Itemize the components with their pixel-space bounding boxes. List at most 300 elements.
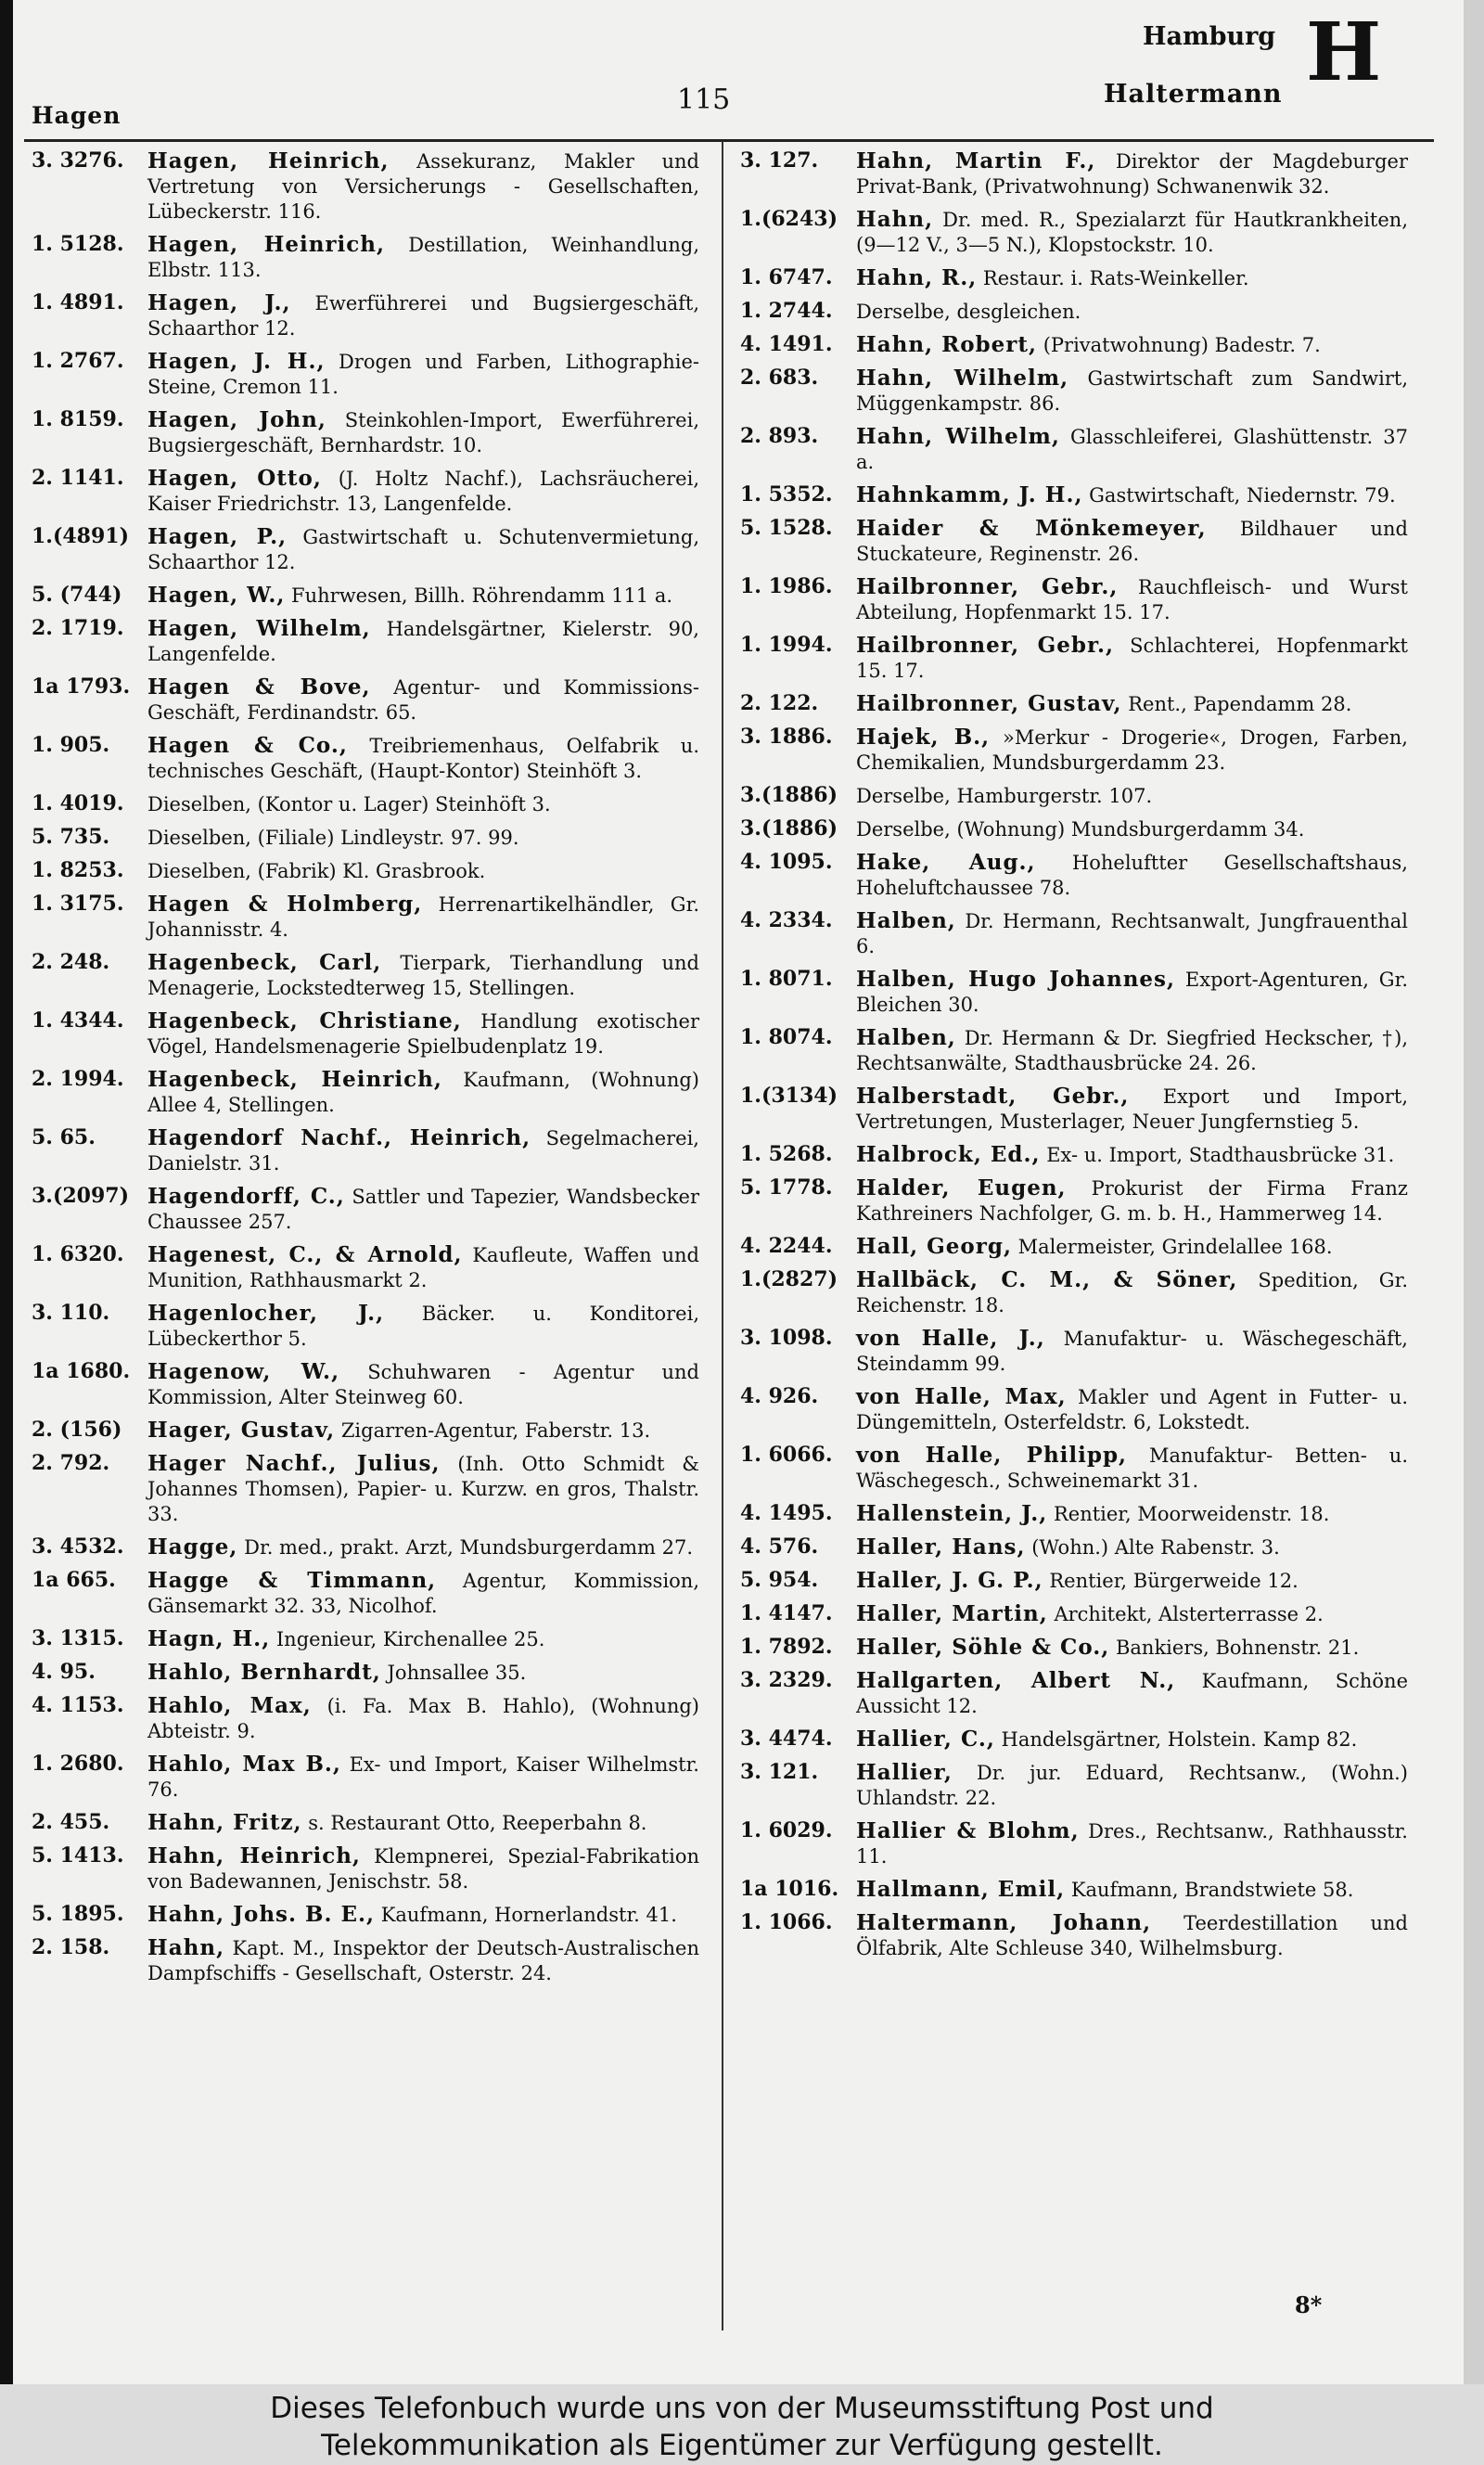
entry-details: Dres., Rechtsanw., Rathhausstr. 11. [856,1820,1408,1868]
entry-details: Derselbe, desgleichen. [856,301,1081,323]
header-rule [24,139,1434,142]
directory-entry [740,148,1408,199]
entry-text [856,1267,1408,1318]
directory-entry [32,1008,699,1059]
directory-entry [32,1568,699,1619]
phone-number: 5. 1895. [32,1902,124,1926]
entry-name: Hahlo, Max B., [147,1752,341,1777]
entry-details: Schlachterei, Hopfenmarkt 15. 17. [856,635,1408,682]
entry-name: Hallmann, Emil, [856,1877,1066,1902]
phone-number: 5. (744) [32,583,122,607]
entry-name: Hagen, Heinrich, [147,232,386,257]
entry-name: Hailbronner, Gebr., [856,574,1119,599]
header-right-keyword: Haltermann [1104,80,1283,109]
directory-entry [32,892,699,943]
entry-text [147,616,699,667]
directory-entry [740,1384,1408,1435]
entry-text [856,850,1408,901]
phone-number: 1.(4891) [32,524,130,548]
phone-number: 1a 1016. [740,1877,839,1901]
entry-text [856,908,1408,959]
entry-name: Hagen, W., [147,583,286,608]
entry-text [147,1184,699,1235]
entry-text [856,1818,1408,1869]
phone-number: 1. 4019. [32,791,124,815]
entry-name: Hagenest, C., & Arnold, [147,1242,463,1267]
entry-details: (Privatwohnung) Badestr. 7. [1043,334,1321,356]
directory-entry [32,733,699,784]
entry-details: (J. Holtz Nachf.), Lachsräucherei, Kaiser Friedrichstr. 13, Langenfelde. [147,468,700,515]
entry-name: Hagen, Wilhelm, [147,616,371,641]
entry-text [147,148,699,225]
directory-entry [740,1601,1408,1627]
entry-details: Dr. Hermann, Rechtsanwalt, Jungfrauenthal 6. [856,910,1408,957]
phone-number: 2. 1719. [32,616,124,640]
phone-number: 3. 127. [740,148,819,173]
entry-details: Prokurist der Firma Franz Kathreiners Nachfolger, G. m. b. H., Hammerweg 14. [856,1177,1408,1225]
entry-text [147,674,699,725]
directory-entry [740,1635,1408,1661]
phone-number: 2. 792. [32,1451,110,1475]
entry-name: Hall, Georg, [856,1234,1012,1259]
directory-entry [32,407,699,458]
entry-details: Gastwirtschaft zum Sandwirt, Müggenkampstr. 86. [856,367,1408,415]
entry-details: Architekt, Alsterterrasse 2. [1054,1603,1324,1625]
directory-entry [32,1935,699,1986]
entry-details: Rentier, Moorweidenstr. 18. [1053,1503,1330,1525]
entry-text [147,1568,699,1619]
entry-details: Dr. med. R., Spezialarzt für Hautkrankheiten, (9—12 V., 3—5 N.), Klopstockstr. 10. [856,209,1408,256]
directory-entry [740,1501,1408,1527]
entry-text [147,349,699,400]
entry-text [147,290,699,341]
directory-entry [32,1810,699,1836]
entry-details: Rent., Papendamm 28. [1128,693,1352,715]
entry-details: Manufaktur- Betten- u. Wäschegesch., Schweinemarkt 31. [856,1444,1408,1492]
entry-name: von Halle, J., [856,1326,1045,1351]
phone-number: 1. 3175. [32,892,124,916]
header-city: Hamburg [1143,22,1276,51]
phone-number: 1. 4147. [740,1601,833,1625]
copyright-banner [0,2384,1484,2465]
entry-text [856,1635,1408,1661]
entry-details: Segelmacherei, Danielstr. 31. [147,1127,699,1175]
left-column [32,148,699,1994]
phone-number: 2. 1141. [32,466,124,490]
entry-details: Kaufmann, (Wohnung) Allee 4, Stellingen. [147,1069,699,1116]
entry-text [856,691,1408,717]
directory-entry [32,232,699,283]
directory-entry [740,1326,1408,1377]
entry-details: Dieselben, (Kontor u. Lager) Steinhöft 3. [147,793,551,815]
entry-text [856,1326,1408,1377]
entry-details: (i. Fa. Max B. Hahlo), (Wohnung) Abteistr. 9. [147,1695,700,1742]
entry-text [856,1668,1408,1719]
entry-details: Fuhrwesen, Billh. Röhrendamm 111 a. [291,584,673,607]
phone-number: 1.(6243) [740,207,838,231]
entry-text [147,1752,699,1803]
entry-text [147,733,699,784]
entry-details: Dieselben, (Filiale) Lindleystr. 97. 99. [147,827,519,849]
phone-number: 3. 4532. [32,1534,124,1559]
entry-text [856,1568,1408,1594]
directory-entry [32,616,699,667]
entry-text [856,1084,1408,1135]
entry-details: Assekuranz, Makler und Vertretung von Versicherungs - Gesellschaften, Lübeckerstr. 116. [147,150,699,223]
directory-entry [740,207,1408,258]
entry-text [147,466,699,517]
directory-entry [740,967,1408,1018]
phone-number: 3. 110. [32,1301,110,1325]
entry-name: Halben, [856,908,956,933]
entry-name: Hahn, Wilhelm, [856,424,1060,449]
directory-entry [740,1760,1408,1811]
entry-name: Hahlo, Bernhardt, [147,1660,381,1685]
entry-details: Restaur. i. Rats-Weinkeller. [982,267,1249,289]
entry-name: Hahn, Robert, [856,332,1038,357]
entry-text [856,207,1408,258]
entry-details: Destillation, Weinhandlung, Elbstr. 113. [147,234,699,281]
phone-number: 3. 3276. [32,148,124,173]
entry-text [147,1418,699,1444]
directory-entry [32,1359,699,1410]
phone-number: 2. 1994. [32,1067,124,1091]
entry-name: Hahn, [147,1935,225,1960]
phone-number: 1. 1986. [740,574,833,598]
directory-entry [32,1902,699,1928]
directory-entry [32,148,699,225]
phone-number: 2. 893. [740,424,819,448]
phone-number: 1. 1066. [740,1910,833,1934]
directory-entry [740,1668,1408,1719]
right-column [740,148,1408,1969]
directory-entry [32,1693,699,1744]
entry-text [147,1693,699,1744]
phone-number: 3. 1315. [32,1626,124,1650]
entry-name: Hallgarten, Albert N., [856,1668,1176,1693]
entry-text [147,1626,699,1652]
entry-text [147,1067,699,1118]
directory-entry [740,574,1408,625]
directory-entry [32,1301,699,1352]
entry-text [147,1451,699,1527]
entry-text [147,1810,699,1836]
directory-entry [32,524,699,575]
phone-number: 3.(2097) [32,1184,130,1208]
entry-text [147,1902,699,1928]
directory-entry [740,1234,1408,1260]
entry-name: Halberstadt, Gebr., [856,1084,1130,1109]
directory-entry [740,1568,1408,1594]
entry-details: Ewerführerei und Bugsiergeschäft, Schaarthor 12. [147,292,699,340]
directory-entry [740,1910,1408,1961]
entry-details: Klempnerei, Spezial-Fabrikation von Badewannen, Jenischstr. 58. [147,1845,699,1893]
entry-name: Hagen & Holmberg, [147,892,423,917]
entry-name: Hahn, R., [856,265,978,290]
entry-name: Hailbronner, Gustav, [856,691,1122,716]
entry-text [856,574,1408,625]
entry-name: Halben, Hugo Johannes, [856,967,1176,992]
directory-entry [740,1877,1408,1903]
phone-number: 1. 5128. [32,232,124,256]
phone-number: 1. 8159. [32,407,124,431]
entry-details: Export und Import, Vertretungen, Musterlager, Neuer Jungfernstieg 5. [856,1085,1408,1133]
directory-entry [740,366,1408,417]
entry-details: Bäcker. u. Konditorei, Lübeckerthor 5. [147,1303,699,1350]
entry-details: Handelsgärtner, Kielerstr. 90, Langenfelde. [147,618,699,665]
entry-text [147,791,699,817]
phone-number: 3. 121. [740,1760,819,1784]
entry-text [856,299,1408,325]
phone-number: 5. 1778. [740,1175,833,1200]
entry-name: Hagenlocher, J., [147,1301,385,1326]
entry-details: Derselbe, (Wohnung) Mundsburgerdamm 34. [856,818,1305,841]
entry-name: Haller, Martin, [856,1601,1048,1626]
directory-entry [740,908,1408,959]
entry-text [147,1843,699,1894]
phone-number: 2. 455. [32,1810,110,1834]
directory-entry [740,1084,1408,1135]
directory-entry [32,290,699,341]
entry-text [856,332,1408,358]
phone-number: 1. 2744. [740,299,833,323]
entry-details: Treibriemenhaus, Oelfabrik u. technisches Geschäft, (Haupt-Kontor) Steinhöft 3. [147,735,699,782]
entry-text [147,1125,699,1176]
entry-details: »Merkur - Drogerie«, Drogen, Farben, Chemikalien, Mundsburgerdamm 23. [856,726,1408,774]
entry-text [856,1025,1408,1076]
directory-entry [740,332,1408,358]
entry-name: Hailbronner, Gebr., [856,633,1115,658]
directory-entry [740,1142,1408,1168]
directory-entry [32,1534,699,1560]
entry-text [147,892,699,943]
entry-text [856,482,1408,508]
directory-entry [32,1843,699,1894]
phone-number: 1a 1680. [32,1359,131,1383]
entry-details: Johnsallee 35. [387,1662,527,1684]
phone-number: 4. 95. [32,1660,96,1684]
column-divider [722,141,723,2330]
entry-details: Glasschleiferei, Glashüttenstr. 37 a. [856,426,1408,473]
entry-details: Ex- und Import, Kaiser Wilhelmstr. 76. [147,1753,699,1801]
entry-text [856,633,1408,684]
entry-text [856,1384,1408,1435]
phone-number: 2. 248. [32,950,110,974]
entry-text [856,816,1408,842]
entry-name: von Halle, Philipp, [856,1443,1128,1468]
phone-number: 1. 8253. [32,858,124,882]
entry-text [147,858,699,884]
entry-details: Makler und Agent in Futter- u. Düngemitteln, Osterfeldstr. 6, Lokstedt. [856,1386,1408,1433]
phone-number: 3. 4474. [740,1727,833,1751]
entry-details: Bankiers, Bohnenstr. 21. [1115,1637,1360,1659]
entry-name: Hagen, Otto, [147,466,322,491]
phone-number: 1. 5352. [740,482,833,507]
directory-entry [740,1534,1408,1560]
entry-name: Hagn, H., [147,1626,271,1651]
directory-entry [32,1752,699,1803]
banner-line-2: Telekommunikation als Eigentümer zur Verfügung gestellt. [321,2429,1163,2462]
entry-name: Hagen, Heinrich, [147,148,390,173]
entry-name: Hajek, B., [856,725,991,750]
entry-name: Hagen, John, [147,407,326,432]
entry-text [856,366,1408,417]
entry-details: Kaufmann, Hornerlandstr. 41. [380,1904,677,1926]
entry-text [856,1760,1408,1811]
entry-name: Halder, Eugen, [856,1175,1067,1200]
phone-number: 1. 6747. [740,265,833,289]
entry-name: Hagen & Co., [147,733,348,758]
entry-details: Kaufmann, Brandstwiete 58. [1070,1879,1354,1901]
phone-number: 4. 2244. [740,1234,833,1258]
entry-text [147,1660,699,1686]
entry-name: Hagenbeck, Christiane, [147,1008,462,1034]
directory-entry [32,466,699,517]
phone-number: 5. 1528. [740,516,833,540]
entry-name: Hake, Aug., [856,850,1036,875]
phone-number: 2. 122. [740,691,819,715]
entry-details: Dr. Hermann & Dr. Siegfried Heckscher, †), Rechtsanwälte, Stadthausbrücke 24. 26. [856,1027,1408,1074]
directory-entry [32,583,699,609]
directory-entry [740,482,1408,508]
phone-number: 4. 576. [740,1534,819,1559]
entry-details: Herrenartikelhändler, Gr. Johannisstr. 4. [147,893,699,941]
phone-number: 1. 8071. [740,967,833,991]
entry-text [856,1877,1408,1903]
entry-details: Kapt. M., Inspektor der Deutsch-Australischen Dampfschiffs - Gesellschaft, Osterstr. 24. [147,1937,699,1984]
entry-details: Agentur- und Kommissions-Geschäft, Ferdinandstr. 65. [147,676,700,724]
directory-entry [32,1242,699,1293]
directory-entry [740,783,1408,809]
directory-entry [32,825,699,851]
phone-number: 1. 6066. [740,1443,833,1467]
entry-name: Hahn, Fritz, [147,1810,302,1835]
entry-details: (Inh. Otto Schmidt & Johannes Thomsen), Papier- u. Kurzw. en gros, Thalstr. 33. [147,1453,699,1525]
entry-name: Hahn, Johs. B. E., [147,1902,376,1927]
entry-name: Hagen, J., [147,290,291,315]
directory-entry [32,1125,699,1176]
entry-details: Export-Agenturen, Gr. Bleichen 30. [856,969,1408,1016]
phone-number: 1. 6320. [32,1242,124,1266]
entry-details: s. Restaurant Otto, Reeperbahn 8. [308,1812,647,1834]
directory-entry [740,1818,1408,1869]
entry-name: Halbrock, Ed., [856,1142,1041,1167]
entry-name: Hahn, Heinrich, [147,1843,361,1868]
entry-details: Sattler und Tapezier, Wandsbecker Chaussee 257. [147,1186,699,1233]
entry-name: Haller, Hans, [856,1534,1026,1560]
phone-number: 1. 2680. [32,1752,124,1776]
phone-number: 1.(2827) [740,1267,838,1291]
entry-text [147,825,699,851]
phone-number: 1. 2767. [32,349,124,373]
entry-details: Zigarren-Agentur, Faberstr. 13. [340,1419,651,1442]
entry-text [147,1242,699,1293]
entry-name: Hallier & Blohm, [856,1818,1080,1843]
entry-name: Haltermann, Johann, [856,1910,1152,1935]
directory-entry [32,1184,699,1235]
entry-details: Handelsgärtner, Holstein. Kamp 82. [1001,1728,1358,1751]
entry-name: Hager, Gustav, [147,1418,336,1443]
entry-name: Hahn, Martin F., [856,148,1096,173]
directory-entry [32,858,699,884]
entry-details: Spedition, Gr. Reichenstr. 18. [856,1269,1408,1316]
phone-number: 4. 1095. [740,850,833,874]
phone-number: 4. 2334. [740,908,833,932]
entry-details: Agentur, Kommission, Gänsemarkt 32. 33, Nicolhof. [147,1570,699,1617]
entry-text [147,1935,699,1986]
entry-name: Haller, Söhle & Co., [856,1635,1110,1660]
entry-details: Tierpark, Tierhandlung und Menagerie, Lockstedterweg 15, Stellingen. [147,952,699,999]
directory-entry [740,1443,1408,1494]
directory-entry [32,674,699,725]
directory-entry [740,1727,1408,1752]
entry-text [856,1142,1408,1168]
entry-name: Hagen, J. H., [147,349,326,374]
phone-number: 5. 65. [32,1125,96,1149]
entry-details: Hoheluftter Gesellschaftshaus, Hoheluftchaussee 78. [856,852,1408,899]
entry-text [147,407,699,458]
entry-details: Direktor der Magdeburger Privat-Bank, (Privatwohnung) Schwanenwik 32. [856,150,1408,198]
entry-name: Hagge, [147,1534,238,1560]
entry-text [856,516,1408,567]
entry-name: Hallier, C., [856,1727,995,1752]
directory-entry [740,299,1408,325]
phone-number: 1. 905. [32,733,110,757]
entry-text [147,1008,699,1059]
entry-name: Hagenow, W., [147,1359,340,1384]
entry-name: Haider & Mönkemeyer, [856,516,1207,541]
entry-name: Haller, J. G. P., [856,1568,1043,1593]
entry-details: Malermeister, Grindelallee 168. [1017,1236,1333,1258]
directory-entry [740,1267,1408,1318]
entry-details: Gastwirtschaft, Niedernstr. 79. [1089,484,1396,507]
entry-text [856,967,1408,1018]
phone-number: 2. (156) [32,1418,122,1442]
directory-entry [740,1025,1408,1076]
signature-mark: 8* [1295,2292,1323,2318]
directory-entry [740,1175,1408,1226]
entry-name: von Halle, Max, [856,1384,1067,1409]
directory-entry [740,816,1408,842]
entry-name: Hallbäck, C. M., & Söner, [856,1267,1238,1292]
entry-name: Hallier, [856,1760,953,1785]
entry-details: Steinkohlen-Import, Ewerführerei, Bugsiergeschäft, Bernhardstr. 10. [147,409,699,456]
entry-details: Manufaktur- u. Wäschegeschäft, Steindamm 99. [856,1328,1408,1375]
entry-details: Dieselben, (Fabrik) Kl. Grasbrook. [147,860,486,882]
phone-number: 4. 1153. [32,1693,124,1717]
entry-details: Kaufmann, Schöne Aussicht 12. [856,1670,1408,1717]
entry-name: Hahn, [856,207,934,232]
directory-entry [740,850,1408,901]
phone-number: 3. 2329. [740,1668,833,1692]
directory-entry [32,1067,699,1118]
entry-text [147,1359,699,1410]
entry-text [147,1534,699,1560]
phone-number: 4. 1491. [740,332,833,356]
entry-text [856,1501,1408,1527]
header-letter: H [1306,6,1382,99]
entry-text [147,1301,699,1352]
phone-number: 5. 954. [740,1568,819,1592]
directory-entry [32,1660,699,1686]
entry-details: Handlung exotischer Vögel, Handelsmenagerie Spielbudenplatz 19. [147,1010,699,1058]
entry-text [856,148,1408,199]
entry-details: Kaufleute, Waffen und Munition, Rathhausmarkt 2. [147,1244,700,1291]
phone-number: 4. 1495. [740,1501,833,1525]
entry-name: Hagendorff, C., [147,1184,345,1209]
entry-details: Drogen und Farben, Lithographie-Steine, Cremon 11. [147,351,700,398]
entry-details: Derselbe, Hamburgerstr. 107. [856,785,1153,807]
